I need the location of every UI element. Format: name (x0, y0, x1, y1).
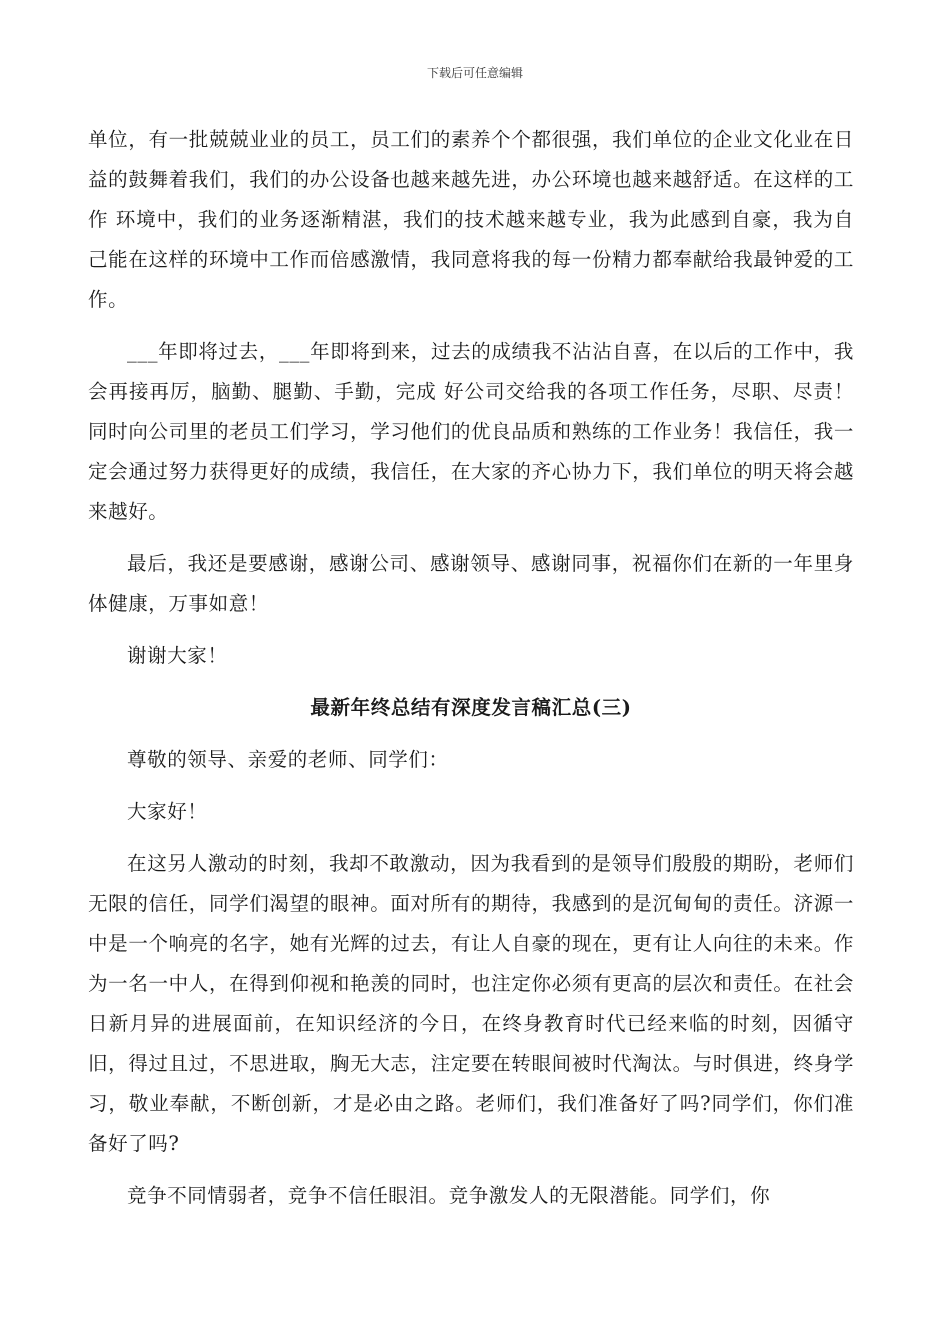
paragraph-7: 在这另人激动的时刻，我却不敢激动，因为我看到的是领导们殷殷的期盼，老师们无限的信任，同学们渴望的眼神。面对所有的期待，我感到的是沉甸甸的责任。济源一中是一个响亮的名字，她有光辉的过去，有让人自豪的现在，更有让人向往的未来。作为一名一中人，在得到仰视和艳羡的同时，也注定你必须有更高的层次和责任。在社会日新月异的进展面前，在知识经济的今日，在终身教育时代已经来临的时刻，因循守旧，得过且过，不思进取，胸无大志，注定要在转眼间被时代淘汰。与时俱进，终身学习，敬业奉献，不断创新，才是必由之路。老师们，我们准备好了吗?同学们，你们准备好了吗? (88, 852, 854, 1155)
paragraph-greeting: 大家好！ (127, 800, 208, 823)
page-header: 下载后可任意编辑 (426, 66, 523, 80)
document-body (88, 120, 854, 1216)
paragraph-4: 谢谢大家！ (127, 644, 228, 667)
paragraph-1: 单位，有一批兢兢业业的员工，员工们的素养个个都很强，我们单位的企业文化业在日益的鼓舞着我们，我们的办公设备也越来越先进，办公环境也越来越舒适。在这样的工作 环境中，我们的业务逐渐精湛，我们的技术越来越专业，我为此感到自豪，我为自己能在这样的环境中工作而倍感激情，我同意将我的每一份精力都奉献给我最钟爱的工作。 (88, 128, 854, 311)
paragraph-8: 竞争不同情弱者，竞争不信任眼泪。竞争激发人的无限潜能。同学们，你 (127, 1184, 771, 1207)
paragraph-2: ___年即将过去，___年即将到来，过去的成绩我不沾沾自喜，在以后的工作中，我会再接再厉，脑勤、腿勤、手勤，完成 好公司交给我的各项工作任务，尽职、尽责！同时向公司里的老员工们学习，学习他们的优良品质和熟练的工作业务！我信任，我一定会通过努力获得更好的成绩，我信任，在大家的齐心协力下，我们单位的明天将会越来越好。 (88, 340, 854, 523)
paragraph-3: 最后，我还是要感谢，感谢公司、感谢领导、感谢同事，祝福你们在新的一年里身体健康，万事如意！ (88, 552, 854, 615)
section-title: 最新年终总结有深度发言稿汇总(三) (310, 696, 632, 719)
paragraph-salutation: 尊敬的领导、亲爱的老师、同学们： (127, 748, 449, 771)
